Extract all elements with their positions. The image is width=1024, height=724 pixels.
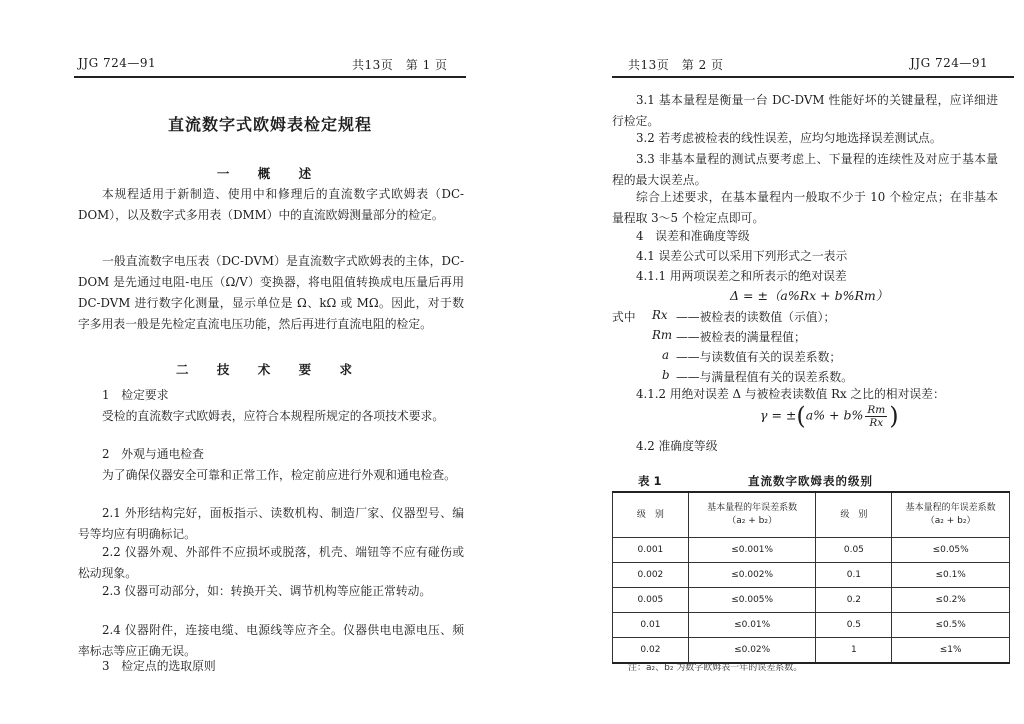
table-cell: ≤0.005%: [688, 588, 816, 613]
table-cell: 0.5: [816, 613, 892, 638]
item-2-4: 2.4 仪器附件，连接电缆、电源线等应齐全。仪器供电电源电压、频率标志等应正确无误。: [78, 623, 464, 658]
table-cell: ≤0.02%: [688, 638, 816, 664]
formula-absolute-error: Δ = ±（a%Rx + b%Rm）: [730, 288, 889, 303]
item-1-heading: 1 检定要求: [102, 388, 169, 402]
item-2-2: 2.2 仪器外观、外部件不应损坏或脱落，机壳、端钮等不应有碰伤或松动现象。: [78, 545, 464, 580]
header-page-number: 共13页 第 2 页: [628, 58, 724, 72]
item-1-body: 受检的直流数字式欧姆表，应符合本规程所规定的各项技术要求。: [102, 409, 445, 423]
table-header-coeff-1: [688, 492, 816, 538]
table-cell: ≤0.01%: [688, 613, 816, 638]
table-row: [613, 563, 1010, 588]
definition-b-text: ——与满量程值有关的误差系数。: [676, 370, 853, 384]
table-cell: ≤1%: [892, 638, 1010, 664]
table-title: 直流数字欧姆表的级别: [748, 474, 873, 488]
definition-rm-symbol: Rm: [652, 328, 673, 342]
header-rule: [612, 76, 1014, 78]
item-2-1: 2.1 外形结构完好，面板指示、读数机构、制造厂家、仪器型号、编号等均应有明确标记。: [78, 506, 464, 541]
table-row: [613, 588, 1010, 613]
item-4-1-1: 4.1.1 用两项误差之和所表示的绝对误差: [636, 269, 847, 283]
table-cell: ≤0.1%: [892, 563, 1010, 588]
table-header-grade-1: 级 别: [613, 492, 689, 538]
definition-b-symbol: b: [662, 368, 670, 382]
formula-relative-lhs: γ = ±: [760, 407, 797, 423]
header-standard-code: JJG 724—91: [910, 56, 989, 70]
table-header-grade-2: 级 别: [816, 492, 892, 538]
item-3-2: 3.2 若考虑被检表的线性误差，应均匀地选择误差测试点。: [636, 131, 942, 145]
table-row: [613, 613, 1010, 638]
accuracy-grade-table: [612, 491, 1010, 664]
item-4-2: 4.2 准确度等级: [636, 439, 718, 453]
item-2-heading: 2 外观与通电检查: [102, 447, 204, 461]
header-rule: [74, 76, 466, 78]
table-cell: ≤0.5%: [892, 613, 1010, 638]
item-3-heading: 3 检定点的选取原则: [102, 659, 216, 673]
table-header-coeff-1-label: 基本量程的年误差系数: [707, 503, 798, 513]
table-cell: ≤0.05%: [892, 538, 1010, 563]
definition-rx-text: ——被检表的读数值（示值）；: [676, 310, 836, 324]
formula-relative-terms: a% + b%: [805, 407, 864, 423]
definition-a-symbol: a: [662, 348, 670, 362]
table-footnote: 注：a₂、b₂ 为数字欧姆表一年的误差系数。: [628, 663, 803, 673]
table-header-row: [613, 492, 1010, 538]
formula-relative-denominator: Rx: [869, 416, 884, 429]
item-4-heading: 4 误差和准确度等级: [636, 229, 750, 243]
table-header-coeff-2-sub: （a₂ + b₂）: [925, 516, 976, 526]
table-caption: [638, 473, 998, 489]
table-cell: 0.005: [613, 588, 689, 613]
table-cell: 0.002: [613, 563, 689, 588]
section-heading-overview: 一 概 述: [216, 166, 324, 181]
table-row: [613, 538, 1010, 563]
summary-paragraph: 综合上述要求，在基本量程内一般取不少于 10 个检定点；在非基本量程取 3～5 个检定点即可。: [612, 190, 998, 225]
table-cell: 0.1: [816, 563, 892, 588]
definition-where-label: 式中: [612, 310, 636, 324]
table-cell: ≤0.2%: [892, 588, 1010, 613]
definition-a-text: ——与读数值有关的误差系数；: [676, 350, 842, 364]
table-cell: 0.05: [816, 538, 892, 563]
header-standard-code: JJG 724—91: [78, 56, 157, 70]
document-title: 直流数字式欧姆表检定规程: [167, 115, 372, 134]
table-header-coeff-2-label: 基本量程的年误差系数: [905, 503, 996, 513]
item-2-body: 为了确保仪器安全可靠和正常工作，检定前应进行外观和通电检查。: [102, 468, 456, 482]
table-cell: 0.02: [613, 638, 689, 664]
formula-relative-error: γ = ±(a% + b% $\frac{Rm}{Rx}$ ): [760, 402, 899, 430]
table-header-coeff-2: [892, 492, 1010, 538]
item-3-1: 3.1 基本量程是衡量一台 DC-DVM 性能好坏的关键量程，应详细进行检定。: [612, 93, 998, 128]
table-header-coeff-1-sub: （a₂ + b₂）: [727, 516, 777, 526]
header-page-number: 共13页 第 1 页: [352, 58, 448, 72]
table-label: 表 1: [638, 474, 662, 488]
table-cell: 0.001: [613, 538, 689, 563]
table-cell: 0.2: [816, 588, 892, 613]
item-3-3: 3.3 非基本量程的测试点要考虑上、下量程的连续性及对应于基本量程的最大误差点。: [612, 152, 998, 187]
item-2-3: 2.3 仪器可动部分，如：转换开关、调节机构等应能正常转动。: [102, 584, 432, 598]
section-heading-technical-requirements: 二 技 术 要 求: [176, 362, 364, 377]
item-4-1-2: 4.1.2 用绝对误差 Δ 与被检表读数值 Rx 之比的相对误差：: [636, 387, 945, 401]
formula-relative-numerator: Rm: [867, 403, 886, 416]
table-cell: 0.01: [613, 613, 689, 638]
overview-paragraph-2: 一般直流数字电压表（DC-DVM）是直流数字式欧姆表的主体，DC-DOM 是先通过电阻-电压（Ω/V）变换器，将电阻值转换成电压量后再用 DC-DVM 进行数字化测量，显示单位是 Ω、kΩ 或 MΩ。因此，对于数字多用表一般是先检定直流电压功能，然后再进行直流电阻的检定。: [78, 254, 464, 331]
table-cell: ≤0.001%: [688, 538, 816, 563]
table-cell: 1: [816, 638, 892, 664]
definition-rx-symbol: Rx: [652, 308, 668, 322]
overview-paragraph-1: 本规程适用于新制造、使用中和修理后的直流数字式欧姆表（DC-DOM），以及数字式多用表（DMM）中的直流欧姆测量部分的检定。: [78, 187, 464, 222]
table-cell: ≤0.002%: [688, 563, 816, 588]
definition-rm-text: ——被检表的满量程值；: [676, 330, 806, 344]
item-4-1: 4.1 误差公式可以采用下列形式之一表示: [636, 249, 848, 263]
